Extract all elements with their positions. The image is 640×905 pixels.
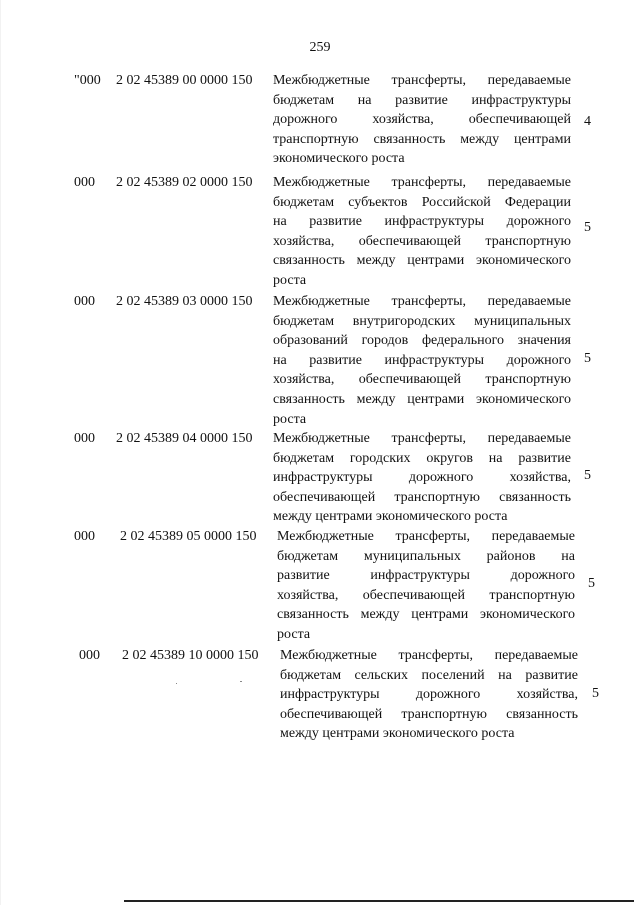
description-line: бюджетам муниципальных районов на bbox=[277, 548, 575, 564]
description-line: роста bbox=[273, 272, 307, 288]
code-prefix: 000 bbox=[79, 648, 100, 663]
description-line: бюджетам сельских поселений на развитие bbox=[280, 667, 578, 683]
description-line: между центрами экономического роста bbox=[280, 726, 515, 742]
description-line: Межбюджетные трансферты, передаваемые bbox=[273, 294, 571, 309]
page-number: 259 bbox=[309, 40, 331, 55]
code-prefix: 000 bbox=[74, 294, 95, 309]
code-prefix: "000 bbox=[74, 73, 101, 88]
description-line: связанность между центрами экономического bbox=[277, 607, 575, 623]
description-line: инфраструктуры дорожного хозяйства, bbox=[280, 687, 578, 703]
budget-code: 2 02 45389 10 0000 150 bbox=[122, 648, 259, 663]
row-value: 5 bbox=[588, 576, 595, 591]
description-line: связанность между центрами экономического bbox=[273, 253, 571, 269]
description-line: хозяйства, обеспечивающей транспортную bbox=[273, 372, 571, 388]
description-line: дорожного хозяйства, обеспечивающей bbox=[273, 112, 571, 128]
description-line: инфраструктуры дорожного хозяйства, bbox=[273, 470, 571, 486]
description-line: на развитие инфраструктуры дорожного bbox=[273, 214, 571, 230]
row-description bbox=[273, 292, 571, 429]
description-line: образований городов федерального значения bbox=[273, 333, 571, 349]
row-value: 5 bbox=[584, 351, 591, 366]
description-line: бюджетам городских округов на развитие bbox=[273, 450, 571, 466]
description-line: развитие инфраструктуры дорожного bbox=[277, 568, 575, 584]
description-line: роста bbox=[277, 626, 311, 642]
scan-bottom-edge bbox=[124, 900, 634, 902]
row-description bbox=[277, 527, 575, 645]
budget-code: 2 02 45389 03 0000 150 bbox=[116, 294, 253, 309]
row-description bbox=[273, 173, 571, 291]
budget-code: 2 02 45389 05 0000 150 bbox=[120, 529, 257, 544]
description-line: транспортную связанность между центрами bbox=[273, 131, 571, 147]
row-value: 5 bbox=[584, 220, 591, 235]
code-prefix: 000 bbox=[74, 431, 95, 446]
description-line: Межбюджетные трансферты, передаваемые bbox=[273, 73, 571, 88]
row-value: 5 bbox=[592, 686, 599, 701]
description-line: Межбюджетные трансферты, передаваемые bbox=[273, 431, 571, 446]
code-prefix: 000 bbox=[74, 175, 95, 190]
row-value: 4 bbox=[584, 114, 591, 129]
description-line: хозяйства, обеспечивающей транспортную bbox=[273, 233, 571, 249]
row-value: 5 bbox=[584, 468, 591, 483]
budget-code: 2 02 45389 04 0000 150 bbox=[116, 431, 253, 446]
description-line: бюджетам на развитие инфраструктуры bbox=[273, 92, 571, 108]
description-line: Межбюджетные трансферты, передаваемые bbox=[277, 529, 575, 544]
scan-left-edge bbox=[0, 0, 1, 905]
description-line: Межбюджетные трансферты, передаваемые bbox=[280, 648, 578, 663]
scan-speck bbox=[176, 683, 177, 684]
description-line: бюджетам субъектов Российской Федерации bbox=[273, 194, 571, 210]
row-description bbox=[273, 429, 571, 527]
scan-speck bbox=[240, 681, 242, 682]
code-prefix: 000 bbox=[74, 529, 95, 544]
description-line: роста bbox=[273, 411, 307, 427]
budget-code: 2 02 45389 00 0000 150 bbox=[116, 73, 253, 88]
description-line: экономического роста bbox=[273, 151, 405, 167]
description-line: обеспечивающей транспортную связанность bbox=[273, 489, 571, 505]
description-line: на развитие инфраструктуры дорожного bbox=[273, 352, 571, 368]
description-line: бюджетам внутригородских муниципальных bbox=[273, 313, 571, 329]
description-line: Межбюджетные трансферты, передаваемые bbox=[273, 175, 571, 190]
budget-code: 2 02 45389 02 0000 150 bbox=[116, 175, 253, 190]
description-line: хозяйства, обеспечивающей транспортную bbox=[277, 587, 575, 603]
row-description bbox=[280, 646, 578, 744]
row-description bbox=[273, 71, 571, 169]
description-line: обеспечивающей транспортную связанность bbox=[280, 706, 578, 722]
description-line: между центрами экономического роста bbox=[273, 509, 508, 525]
description-line: связанность между центрами экономического bbox=[273, 391, 571, 407]
